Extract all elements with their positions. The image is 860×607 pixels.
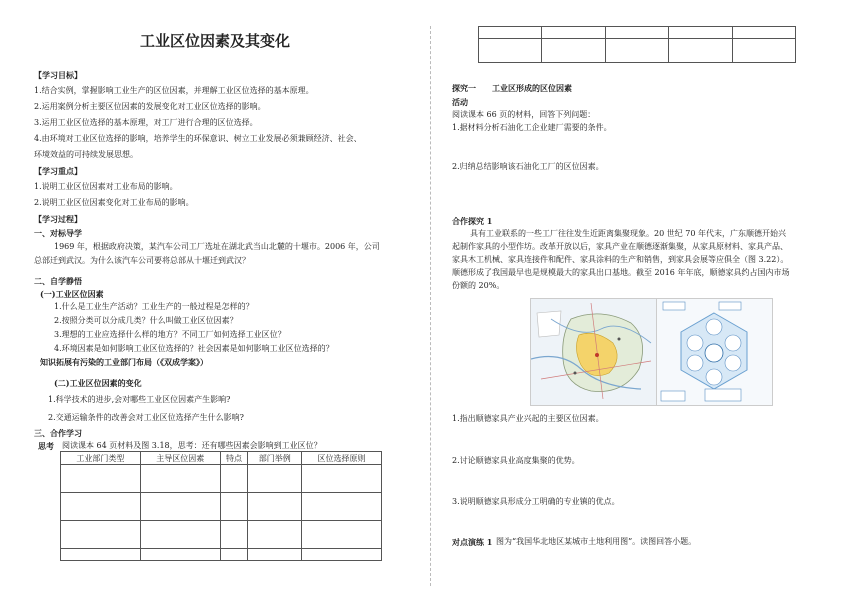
table-header: 特点 <box>220 452 248 465</box>
page-title: 工业区位因素及其变化 <box>139 32 290 50</box>
coop-question-3: 3.说明顺德家具形成分工明确的专业镇的优点。 <box>452 497 620 506</box>
section-2-item-4: 4.环境因素是如何影响工业区位选择的？社会因素是如何影响工业区位选择的？ <box>54 344 334 353</box>
table-row <box>61 493 382 521</box>
question-1: 1.据材料分析石油化工企业建厂需要的条件。 <box>452 123 612 132</box>
section-2-item-3: 3.理想的工业应选择什么样的地方？不同工厂如何选择工业区位？ <box>54 330 286 339</box>
think-text: 阅读课本 64 页材料及图 3.18，思考：还有哪些因素会影响到工业区位？ <box>62 441 322 450</box>
table-row <box>61 549 382 561</box>
section-2b-item-2: 2.交通运输条件的改善会对工业区位选择产生什么影响? <box>48 413 244 422</box>
column-divider <box>430 26 431 586</box>
coop-question-1: 1.指出顺德家具产业兴起的主要区位因素。 <box>452 414 604 423</box>
knowledge-extension: 知识拓展有污染的工业部门布局（《双成学案》） <box>40 357 208 367</box>
cluster-diagram <box>656 298 773 406</box>
table-row <box>61 465 382 493</box>
section-2-sub-2: (二)工业区位因素的变化 <box>54 378 142 388</box>
coop-text-3: 家具木工机械、家具连接件和配件、家具涂料的生产和销售，到家具会展等应俱全（图 3.22）。 <box>452 255 789 264</box>
process-heading: 【学习过程】 <box>34 214 82 224</box>
think-label: 思考 <box>38 441 54 451</box>
section-2-sub-1: (一)工业区位因素 <box>40 289 104 299</box>
coop-question-2: 2.讨论顺德家具业高度集聚的优势。 <box>452 456 580 465</box>
section-1-text-2: 总部迁到武汉。为什么该汽车公司要将总部从十堰迁到武汉？ <box>34 256 250 265</box>
table-row <box>479 39 796 63</box>
section-2b-item-1: 1.科学技术的进步,会对哪些工业区位因素产生影响? <box>48 395 231 404</box>
activity-intro: 阅读课本 66 页的材料，回答下列问题： <box>452 110 596 119</box>
section-2-heading: 二、自学静悟 <box>34 276 82 286</box>
focus-1: 1.说明工业区位因素对工业布局的影响。 <box>34 182 178 191</box>
table-header: 工业部门类型 <box>61 452 141 465</box>
objective-4: 4.由环境对工业区位选择的影响，培养学生的环保意识、树立工业发展必须兼顾经济、社会、 <box>34 134 362 143</box>
factor-table <box>60 451 382 561</box>
question-2: 2.归纳总结影响该石油化工厂的区位因素。 <box>452 162 604 171</box>
coop-heading: 合作探究 1 <box>452 216 493 226</box>
map-graphic <box>531 299 657 405</box>
cluster-graphic <box>657 299 772 405</box>
objectives-heading: 【学习目标】 <box>34 70 82 80</box>
table-header: 主导区位因素 <box>140 452 220 465</box>
table-row <box>479 27 796 39</box>
continued-table <box>478 26 796 63</box>
coop-text-4: 顺德形成了我国最早也是规模最大的家具出口基地。截至 2016 年年底，顺德家具约占国内市场 <box>452 268 790 277</box>
section-2-item-2: 2.按照分类可以分成几类？什么叫做工业区位因素？ <box>54 316 238 325</box>
coop-text-5: 份额的 20%。 <box>452 281 505 290</box>
section-2-item-1: 1.什么是工业生产活动？工业生产的一般过程是怎样的？ <box>54 302 254 311</box>
table-header: 部门举例 <box>248 452 302 465</box>
drill-text: 图为“我国华北地区某城市土地利用图”。读图回答小题。 <box>496 537 697 546</box>
drill-label: 对点演练 1 <box>452 537 493 547</box>
focus-2: 2.说明工业区位因素变化对工业布局的影响。 <box>34 198 194 207</box>
objective-4-cont: 环境效益的可持续发展思想。 <box>34 150 138 159</box>
coop-text-2: 起制作家具的小型作坊。改革开放以后，家具产业在顺德逐渐集聚，从家具原材料、家具产品、 <box>452 242 788 251</box>
objective-2: 2.运用案例分析主要区位因素的发展变化对工业区位选择的影响。 <box>34 102 266 111</box>
table-row <box>61 521 382 549</box>
location-map <box>530 298 658 406</box>
objective-3: 3.运用工业区位选择的基本原理，对工厂进行合理的区位选择。 <box>34 118 258 127</box>
coop-text-1: 具有工业联系的一些工厂往往发生近距离集聚现象。20 世纪 70 年代末，广东顺德开始兴 <box>470 229 786 238</box>
focus-heading: 【学习重点】 <box>34 166 82 176</box>
section-1-text-1: 1969 年，根据政府决策，某汽车公司工厂选址在湖北武当山北麓的十堰市。2006 年，公司 <box>54 242 380 251</box>
objective-1: 1.结合实例，掌握影响工业生产的区位因素，并理解工业区位选择的基本原理。 <box>34 86 314 95</box>
explore-heading: 探究一 工业区形成的区位因素 <box>452 83 572 93</box>
section-3-heading: 三、合作学习 <box>34 428 82 438</box>
table-header: 区位选择原则 <box>302 452 382 465</box>
activity-label: 活动 <box>452 97 468 107</box>
section-1-heading: 一、对标导学 <box>34 228 82 238</box>
